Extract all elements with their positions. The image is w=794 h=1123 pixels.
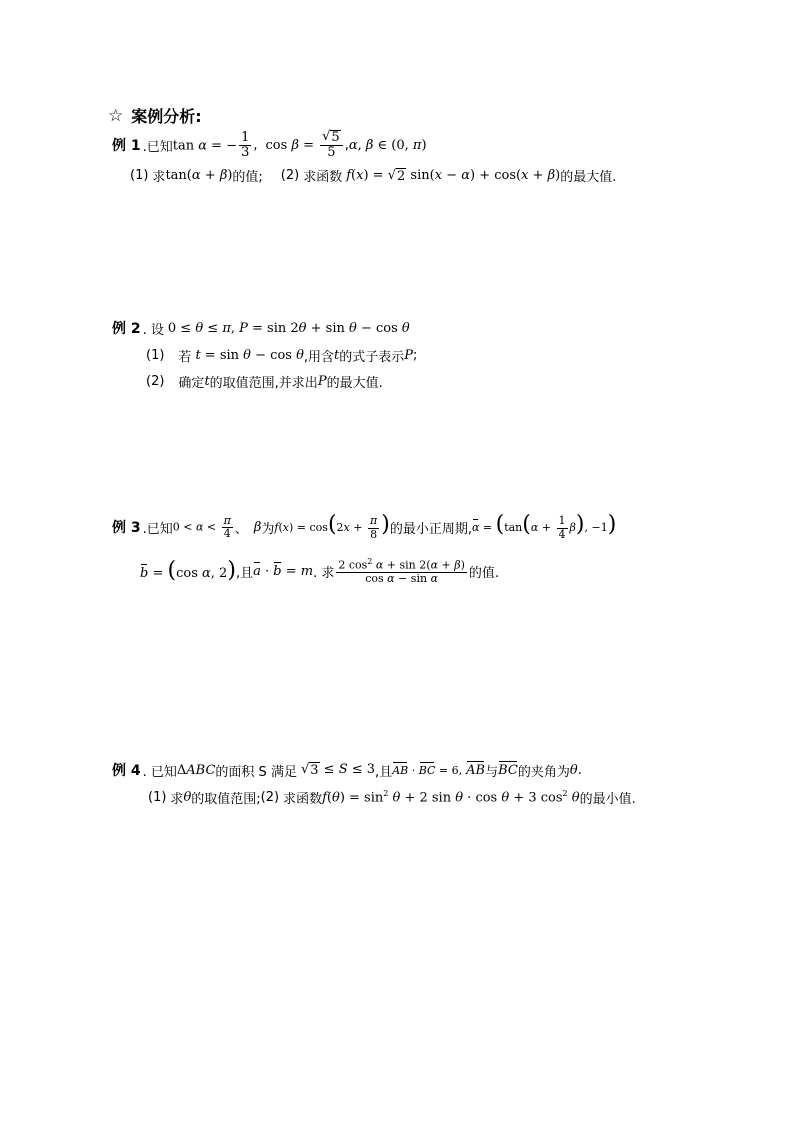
example-2-given: 0 ≤ θ ≤ π, P = sin 2θ + sin θ − cos θ: [167, 320, 410, 336]
example-1-expr-1: tan(α + β): [165, 168, 233, 183]
example-1-label: 例 1: [112, 138, 141, 155]
example-4-triangle: ΔABC: [176, 762, 216, 778]
example-1-lead: .已知: [142, 139, 173, 155]
example-1-expr-2: f(x) = √ 2 sin(x − α) + cos(x + β): [346, 167, 561, 184]
section-heading: [108, 104, 202, 127]
example-4-subquestions: (1) 求 θ 的取值范围; (2) 求函数 $f(\theta) = \sin^2 \theta + 2$ sin θ · cos θ + 3 $\cos^2 \theta$ 的最小值.: [148, 789, 636, 807]
example-3-dot-product: a · b = m: [253, 563, 314, 579]
example-2-substitution: t = sin θ − cos θ: [195, 348, 304, 363]
example-1-statement: 例 1 .已知 tan α = − $\frac{1}{3}$ , cos β = √ 5 5 , α, β ∈ (0, π): [112, 129, 427, 161]
example-3-vector-b: b = (cos α, 2): [140, 558, 236, 584]
example-4-function: $f(\theta) = \sin^2 \theta + 2$ sin θ · cos θ + 3 $\cos^2 \theta$: [322, 789, 580, 806]
example-2-statement: 例 2 . 设 0 ≤ θ ≤ π, P = sin 2θ + sin θ − cos θ: [112, 318, 410, 338]
example-3-target-expr: $\frac{2 \cos^2 \alpha + \sin 2(\alpha + \beta)}{\text{cos α − sin α}}$: [338, 557, 465, 585]
example-1-subquestions: (1) 求 tan(α + β) 的值; (2) 求函数 f(x) = √ 2 sin(x − α) + cos(x + β) 的最大值.: [130, 167, 617, 185]
example-4-area-range: √ 3 ≤ S ≤ 3: [300, 762, 376, 778]
example-2-sub-2: (2) 确定 t 的取值范围,并求出 P 的最大值.: [146, 374, 383, 391]
example-2-label: 例 2: [112, 321, 141, 337]
example-4-dot-product: AB · BC = 6,: [392, 763, 463, 777]
example-3-label: 例 3: [112, 520, 141, 537]
example-3-vector-a: α = (tan(α + $\frac{1}{4}$ β), −1): [471, 512, 617, 541]
example-4-label: 例 4: [112, 763, 141, 779]
example-3-range: 0 < α < $\frac{\pi}{4}$: [172, 513, 231, 540]
example-3-function: f(x) = cos(2x + $\frac{\pi}{8}$ ): [274, 512, 390, 541]
example-3-line-2: b = (cos α, 2) ,且 a · b = m . 求 $\frac{2 \cos^2 \alpha + \sin 2(\alpha + \beta)}{\text{cos α − sin α}}$ 的值.: [140, 557, 500, 585]
example-2-sub-1: (1) 若 t = sin θ − cos θ ,用含 t 的式子表示 P ;: [146, 348, 418, 365]
example-3-statement: 例 3 .已知 0 < α < $\frac{\pi}{4}$ 、 β 为 f(x) = cos(2x + $\frac{\pi}{8}$ ) 的最小正周期, α = (tan(α + $\frac{1}{4}$ β), −1): [112, 512, 617, 541]
example-1-tan-given: tan α = − $\frac{1}{3}$: [172, 129, 250, 160]
example-4-statement: 例 4 . 已知 ΔABC 的面积 S 满足 √ 3 ≤ S ≤ 3 ,且 AB · BC = 6, AB 与 BC 的夹角为 θ .: [112, 762, 582, 780]
example-1-domain: α, β ∈ (0, π): [348, 137, 427, 153]
star-icon: ☆: [108, 105, 124, 126]
heading-text: 案例分析:: [131, 107, 202, 126]
example-1-cos-given: cos β = √ 5 5: [266, 130, 345, 161]
